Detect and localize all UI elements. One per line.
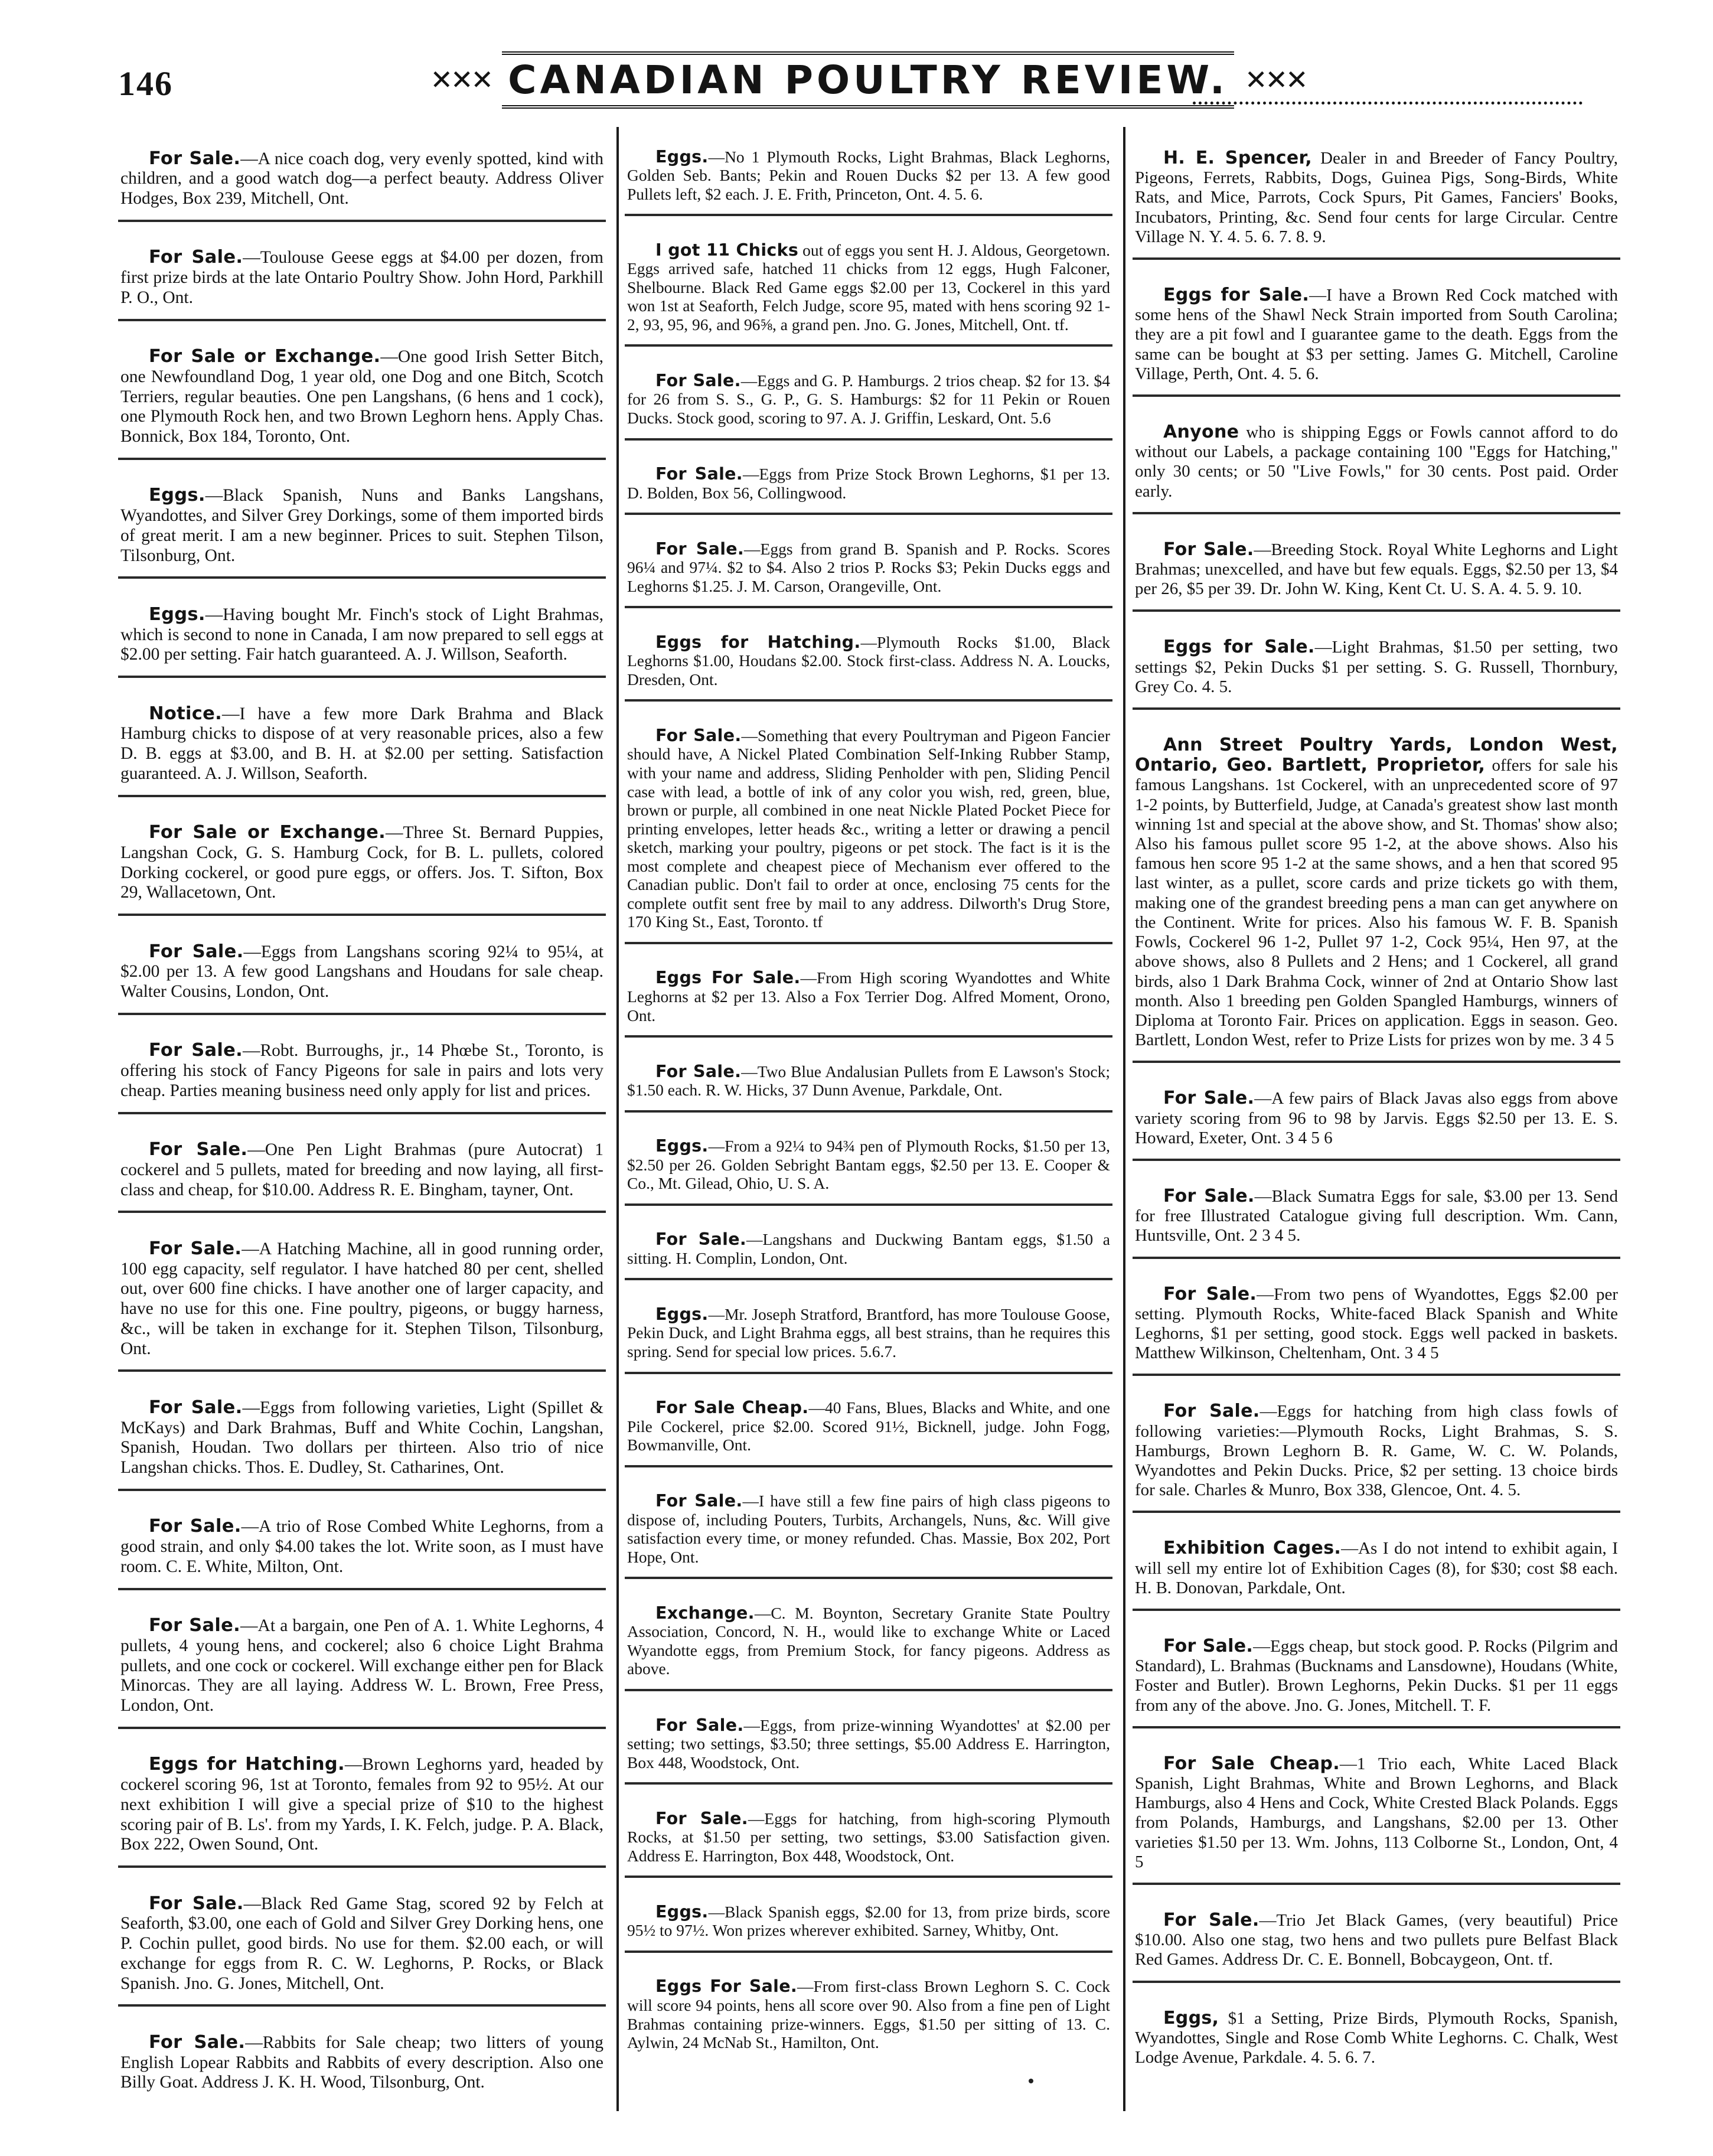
ad-heading: For Sale. (1163, 1910, 1260, 1930)
ad-body: $1 a Setting, Prize Birds, Plymouth Rocks, Spanish, Wyandottes, Single and Rose Comb White Leghorns. C. Chalk, West Lodge Avenue, Parkdale. 4. 5. 6. 7. (1135, 2008, 1618, 2067)
ad-heading: For Sale. (655, 539, 745, 559)
classified-ad (1133, 1746, 1620, 1885)
column-divider (1123, 127, 1125, 2111)
ad-heading: Eggs. (655, 146, 709, 167)
classified-ad (1133, 148, 1620, 260)
ad-heading: Eggs, (1163, 2007, 1219, 2028)
classified-ad (1133, 1530, 1620, 1611)
ad-heading: For Sale. (655, 1061, 742, 1081)
ad-body: —Toulouse Geese eggs at $4.00 per dozen, from first prize birds at the late Ontario Poultry Show. John Hord, Parkhill P. O., Ont. (120, 248, 604, 307)
ad-body: —C. M. Boynton, Secretary Granite State Poultry Association, Concord, N. H., would like to exchange White or Laced Wyandotte eggs, from Premium Stock, for fancy pigeons. Address as above. (627, 1603, 1110, 1678)
classified-ad (1133, 277, 1620, 397)
ad-body: —Black Spanish eggs, $2.00 for 13, from prize birds, score 95½ to 97½. Won prizes wherever exhibited. Sarney, Whitby, Ont. (627, 1902, 1110, 1940)
ad-heading: For Sale or Exchange. (149, 822, 386, 843)
classified-ad (118, 814, 606, 916)
classified-ad (625, 233, 1112, 347)
column-2 (625, 131, 1112, 2079)
classified-ad (625, 718, 1112, 944)
ad-heading: I got 11 Chicks (655, 240, 799, 260)
classified-ad (1133, 629, 1620, 710)
classified-ad (118, 934, 606, 1015)
ad-heading: Exchange. (655, 1603, 755, 1623)
classified-ad (118, 1508, 606, 1590)
ad-body: —A Hatching Machine, all in good running order, 100 egg capacity, self regulator. I have hatched 80 per cent, shelled out, over 600 fine chicks. I have another one of larger capacity, and have no use for this one. Fine poultry, pigeons, or buggy harness, &c., will be taken in exchange for it. Stephen Tilson, Tilsonburg, Ont. (120, 1239, 604, 1358)
classified-ad (625, 625, 1112, 702)
classified-ad (625, 1128, 1112, 1206)
classified-ad (118, 1746, 606, 1868)
ad-body: —Having bought Mr. Finch's stock of Light Brahmas, which is second to none in Canada, I am now prepared to sell eggs at $2.00 per setting. Fair hatch guaranteed. A. J. Willson, Seaforth. (120, 605, 603, 664)
ad-body: —Trio Jet Black Games, (very beautiful) Price $10.00. Also one stag, two hens and two pullets pure Belfast Black Red Games. Address Dr. C. E. Bonnell, Bobcaygeon, Ont. tf. (1135, 1911, 1618, 1969)
ad-body: who is shipping Eggs or Fowls cannot afford to do without our Labels, a package containing 100 "Eggs for Hatching," only 30 cents; or 50 "Live Fowls," for 30 cents. Post paid. Order early. (1135, 423, 1618, 501)
ad-heading: For Sale. (1163, 1283, 1257, 1304)
ad-body: —As I do not intend to exhibit again, I will sell my entire lot of Exhibition Cages (8), for $30; cost $8 each. H. B. Donovan, Parkdale, Ont. (1135, 1539, 1618, 1597)
ad-body: —A few pairs of Black Javas also eggs from above variety scoring from 96 to 98 by Jarvis. Eggs $2.50 per 13. E. S. Howard, Exeter, Ont. 3 4 5 6 (1135, 1089, 1618, 1147)
ad-heading: For Sale. (149, 1615, 241, 1636)
ad-heading: For Sale. (655, 1808, 748, 1828)
ad-body: —From High scoring Wyandottes and White Leghorns at $2 per 13. Also a Fox Terrier Dog. Alfred Moment, Orono, Ont. (627, 968, 1110, 1025)
ad-body: —I have a Brown Red Cock matched with some hens of the Shawl Neck Strain imported from South Carolina; they are a pit fowl and I guarantee game to the death. Eggs from the same can be bought at $3 per setting. James G. Mitchell, Caroline Village, Perth, Ont. 4. 5. 6. (1135, 286, 1618, 383)
classified-ad (1133, 1393, 1620, 1513)
ad-body: —Black Spanish, Nuns and Banks Langshans, Wyandottes, and Silver Grey Dorkings, some of them imported birds of great merit. I am a new beginner. Prices to suit. Stephen Tilson, Tilsonburg, Ont. (120, 486, 603, 565)
ad-heading: For Sale. (655, 464, 743, 484)
ad-heading: Eggs for Sale. (1163, 637, 1315, 658)
classified-ad (118, 1131, 606, 1213)
classified-ad (625, 1222, 1112, 1280)
classified-ad (1133, 1902, 1620, 1983)
classified-ad (118, 1231, 606, 1372)
ad-body: —Eggs for hatching from high class fowls of following varieties:—Plymouth Rocks, Light Brahmas, S. S. Hamburgs, Brown Leghorn B. R. Game, W. C. W. Polands, Wyandottes and Pekin Ducks. Price, $2 per setting. 13 choice birds for sale. Charles & Munro, Box 338, Glencoe, Ont. 4. 5. (1135, 1402, 1618, 1500)
classified-ad (625, 1297, 1112, 1374)
classified-ad (118, 1390, 606, 1491)
ad-body: —Eggs, from prize-winning Wyandottes' at $2.00 per setting; two settings, $3.50; three settings, $5.00 Address E. Harrington, Box 448, Woodstock, Ont. (627, 1715, 1110, 1772)
ad-body: —From first-class Brown Leghorn S. C. Cock will score 94 points, hens all score over 90. Also from a fine pen of Light Brahmas containing prize-winners. Eggs, $1.50 per sitting of 13. C. Aylwin, 24 McNab St., Hamilton, Ont. (627, 1977, 1110, 2052)
ad-body: —Rabbits for Sale cheap; two litters of young English Lopear Rabbits and Rabbits of every description. Also one Billy Goat. Address J. K. H. Wood, Tilsonburg, Ont. (120, 2033, 603, 2092)
classified-ad (1133, 2000, 1620, 2079)
classified-ad (625, 1708, 1112, 1785)
ad-body: —Something that every Poultryman and Pigeon Fancier should have, A Nickel Plated Combination Self-Inking Rubber Stamp, with your name and address, Sliding Penholder with pen, Sliding Pencil case with lead, a bottle of ink of any color you wish, red, green, blue, brown or purple, all combined in one neat Nickle Plated Pocket Piece for printing envelopes, letter heads &c., writing a letter or drawing a pencil sketch, marking your poultry, pigeons or pet stock. The fact is it is the most complete and cheapest piece of Mechanism ever offered to the Canadian public. Don't fail to order at once, enclosing 75 cents for the complete outfit sent free by mail to any address. Dilworth's Drug Store, 170 King St., East, Toronto. tf (627, 726, 1110, 931)
ad-body: —From two pens of Wyandottes, Eggs $2.00 per setting. Plymouth Rocks, White-faced Black Spanish and White Leghorns, $1 per setting, good stock. Eggs well packed in baskets. Matthew Wilkinson, Cheltenham, Ont. 3 4 5 (1135, 1284, 1618, 1363)
classified-ad (625, 531, 1112, 609)
classified-ad (625, 960, 1112, 1038)
ad-heading: For Sale. (149, 148, 241, 169)
column-3 (1133, 131, 1620, 2095)
classified-ad (1133, 414, 1620, 514)
ad-heading: H. E. Spencer, (1163, 148, 1312, 168)
column-1 (118, 131, 606, 2121)
ad-body: —A trio of Rose Combed White Leghorns, from a good strain, and only $4.00 takes the lot. Write soon, as I must have room. C. E. White, Milton, Ont. (120, 1517, 603, 1576)
ad-heading: For Sale. (149, 1040, 243, 1061)
ad-heading: Exhibition Cages. (1163, 1538, 1342, 1559)
ad-body: —I have still a few fine pairs of high class pigeons to dispose of, including Pouters, Turbits, Archangels, Nuns, &c. Will give satisfaction every time, or money refunded. Chas. Massie, Box 202, Port Hope, Ont. (627, 1492, 1110, 1566)
ad-heading: For Sale. (655, 1491, 743, 1511)
classified-ad (1133, 727, 1620, 1063)
classified-ad (625, 1483, 1112, 1579)
classified-ad (1133, 1178, 1620, 1259)
ad-body: —Langshans and Duckwing Bantam eggs, $1.50 a sitting. H. Complin, London, Ont. (627, 1230, 1110, 1267)
ad-body: —From a 92¼ to 94¾ pen of Plymouth Rocks, $1.50 per 13, $2.50 per 26. Golden Sebright Bantam eggs, $2.50 per 13. E. Cooper & Co., Mt. Gilead, Ohio, U. S. A. (627, 1137, 1110, 1193)
ad-heading: For Sale or Exchange. (149, 346, 381, 367)
ad-body: —40 Fans, Blues, Blacks and White, and one Pile Cockerel, price $2.00. Scored 91½, Bicknell, judge. John Fogg, Bowmanville, Ont. (627, 1398, 1110, 1454)
ad-heading: For Sale. (1163, 539, 1254, 560)
classified-ad (1133, 1080, 1620, 1161)
page-number: 146 (118, 64, 173, 103)
ad-body: —1 Trio each, White Laced Black Spanish, Light Brahmas, White and Brown Leghorns, and Black Hamburgs, also 4 Hens and Cock, White Crested Black Polands. Eggs from Polands, Hamburgs, and Langshans, $2.00 per 13. Other varieties $1.50 per 13. Wm. Johns, 113 Colborne St., London, Ont, 4 5 (1135, 1754, 1618, 1871)
ad-heading: For Sale. (655, 725, 742, 745)
classified-ad (625, 1894, 1112, 1953)
ad-body: Dealer in and Breeder of Fancy Poultry, Pigeons, Ferrets, Rabbits, Dogs, Guinea Pigs, Song-Birds, White Rats, and Mice, Parrots, Cock Spurs, Pit Games, Fanciers' Books, Incubators, Printing, &c. Send four cents for large Circular. Centre Village N. Y. 4. 5. 6. 7. 8. 9. (1135, 149, 1618, 246)
ad-body: —Eggs from Prize Stock Brown Leghorns, $1 per 13. D. Bolden, Box 56, Collingwood. (627, 465, 1110, 502)
ad-body: —I have a few more Dark Brahma and Black Hamburg chicks to dispose of at very reasonable prices, also a few D. B. eggs at $3.00, and B. H. at $2.00 per setting. Satisfaction guaranteed. A. J. Willson, Seaforth. (120, 704, 603, 783)
ad-body: —Eggs from grand B. Spanish and P. Rocks. Scores 96¼ and 97¼. $2 to $4. Also 2 trios P. Rocks $3; Pekin Ducks eggs and Leghorns $1.25. J. M. Carson, Orangeville, Ont. (627, 539, 1110, 595)
classified-ad (118, 477, 606, 579)
ad-heading: For Sale. (149, 2031, 246, 2053)
ad-heading: For Sale Cheap. (655, 1398, 809, 1418)
ad-heading: Eggs. (655, 1304, 709, 1324)
classified-ad (625, 1390, 1112, 1467)
ad-body: —Brown Leghorns yard, headed by cockerel scoring 96, 1st at Toronto, females from 92 to 95½. At our next exhibition I will give a special prize of $10 to the highest scoring pair of B. Ls'. from my Yards, I. K. Felch, judge. P. A. Black, Box 222, Owen Sound, Ont. (120, 1755, 604, 1854)
ad-body: —Plymouth Rocks $1.00, Black Leghorns $1.00, Houdans $2.00. Stock first-class. Address N. A. Loucks, Dresden, Ont. (627, 632, 1110, 689)
ad-heading: For Sale. (149, 1238, 242, 1259)
ad-body: —Robt. Burroughs, jr., 14 Phœbe St., Toronto, is offering his stock of Fancy Pigeons for sale in pairs and lots very cheap. Parties meaning business need only apply for list and prices. (120, 1041, 603, 1100)
ad-heading: For Sale. (655, 1715, 744, 1735)
ad-heading: For Sale. (149, 1139, 248, 1160)
ad-heading: For Sale. (1163, 1401, 1260, 1422)
ad-body: —Light Brahmas, $1.50 per setting, two settings $2, Pekin Ducks $1 per setting. S. G. Russell, Thornbury, Grey Co. 4. 5. (1135, 638, 1618, 696)
ad-heading: Eggs. (655, 1901, 709, 1922)
ad-heading: Anyone (1163, 422, 1239, 443)
ad-body: offers for sale his famous Langshans. 1st Cockerel, with an unprecedented score of 97 1-2 points, by Butterfield, Judge, at Canada's greatest show last month winning 1st and special at the above show, and St. Thomas' show also; Also his famous pullet score 95 1-2, at the above shows. Also his famous hen score 95 1-2 at the same shows, and a hen that scored 95 last winter, as a pullet, score cards and prize tickets go with them, making one of the grandest breeding pens a man can get anywhere on the Continent. Write for prices. Also his famous W. F. B. Spanish Fowls, Cockerel 96 1-2, Pullet 97 1-2, Cock 95¼, Hen 97, at the above shows, also 8 Pullets and 2 Hens; and 1 Cockerel, all grand birds, also 1 Dark Brahma Cock, winner of 2nd at Ontario Show last month. Also 1 breeding pen Golden Spangled Hamburgs, winners of Diploma at Toronto Fair. Prices on application. Eggs in season. Geo. Bartlett, London West, refer to Prize Lists for prizes won by me. 3 4 5 (1135, 756, 1618, 1050)
classified-ad (1133, 1276, 1620, 1377)
ad-body: —No 1 Plymouth Rocks, Light Brahmas, Black Leghorns, Golden Seb. Bants; Pekin and Rouen Ducks $2 per 13. A few good Pullets left, $2 each. J. E. Frith, Princeton, Ont. 4. 5. 6. (627, 147, 1110, 203)
classified-ad (625, 1596, 1112, 1691)
classified-ad (118, 1032, 606, 1114)
ad-heading: Ann Street Poultry Yards, London West, Ontario, Geo. Bartlett, Proprietor, (1135, 735, 1618, 776)
classified-ad (625, 1054, 1112, 1113)
ad-heading: For Sale. (149, 941, 244, 962)
classified-ad (625, 363, 1112, 441)
ad-body: —Breeding Stock. Royal White Leghorns and Light Brahmas; unexcelled, and have but few equals. Eggs, $2.50 per 13, $4 per 26, $5 per 39. Dr. John W. King, Kent Ct. U. S. A. 4. 5. 9. 10. (1135, 540, 1618, 599)
ad-heading: Eggs. (149, 604, 205, 625)
ad-body: —Black Red Game Stag, scored 92 by Felch at Seaforth, $3.00, one each of Gold and Silver Grey Dorking hens, one P. Cochin pullet, good birds. No use for them. $2.00 each, or will exchange for eggs from R. C. W. Leghorns, P. Rocks, or Black Spanish. Jno. G. Jones, Mitchell, Ont. (120, 1894, 603, 1993)
ad-heading: Eggs For Sale. (655, 968, 801, 988)
ad-heading: Notice. (149, 703, 222, 724)
ornament-right-icon: ✕✕✕ (1244, 65, 1306, 95)
classified-ad (118, 338, 606, 460)
ad-body: —Eggs for hatching, from high-scoring Plymouth Rocks, at $1.50 per setting, two settings, $3.00 Satisfaction given. Address E. Harrington, Box 448, Woodstock, Ont. (627, 1809, 1110, 1865)
ad-heading: For Sale. (1163, 1088, 1255, 1109)
ad-body: out of eggs you sent H. J. Aldous, Georgetown. Eggs arrived safe, hatched 11 chicks from 12 eggs, Hugh Falconer, Shelbourne. Black Red Game eggs $2.00 per 13, Cockerel in this yard won 1st at Seaforth, Felch Judge, score 95, mated with hens scoring 92 1-2, 93, 95, 96, and 96⅝, a grand pen. Jno. G. Jones, Mitchell, Ont. tf. (627, 240, 1111, 334)
ad-heading: Eggs For Sale. (655, 1976, 797, 1997)
ad-heading: Eggs for Sale. (1163, 285, 1310, 306)
ad-body: —Eggs and G. P. Hamburgs. 2 trios cheap. $2 for 13. $4 for 26 from S. S., G. P., G. S. Hamburgs: $2 for 11 Pekin or Rouen Ducks. Stock good, scoring to 97. A. J. Griffin, Leskard, Ont. 5.6 (627, 371, 1110, 427)
masthead-title: CANADIAN POULTRY REVIEW. (502, 51, 1234, 109)
ad-body: —Eggs cheap, but stock good. P. Rocks (Pilgrim and Standard), L. Brahmas (Bucknams and Lansdowne), Houdans (White, Foster and Butler). Brown Leghorns, Pekin Ducks. $1 per 11 eggs from any of the above. Jno. G. Jones, Mitchell. T. F. (1135, 1636, 1618, 1715)
ad-heading: Eggs. (655, 1136, 709, 1156)
ad-body: —Black Sumatra Eggs for sale, $3.00 per 13. Send for free Illustrated Catalogue giving full description. Wm. Cann, Huntsville, Ont. 2 3 4 5. (1135, 1186, 1618, 1245)
classified-ad (118, 1607, 606, 1729)
column-divider (616, 127, 619, 2111)
ad-heading: For Sale. (655, 1229, 746, 1250)
ad-body: —At a bargain, one Pen of A. 1. White Leghorns, 4 pullets, 4 young hens, and cockerel; also 6 choice Light Brahma pullets, and one cock or cockerel. Will exchange either pen for Black Minorcas. They are all laying. Address W. L. Brown, Free Press, London, Ont. (120, 1616, 604, 1715)
ad-body: —A nice coach dog, very evenly spotted, kind with children, and a good watch dog—a perfect beauty. Address Oliver Hodges, Box 239, Mitchell, Ont. (120, 149, 603, 208)
classified-ad (625, 1801, 1112, 1878)
classified-ad (625, 148, 1112, 217)
ad-body: —Mr. Joseph Stratford, Brantford, has more Toulouse Goose, Pekin Duck, and Light Brahma eggs, all best strains, than he requires this spring. Send for special low prices. 5.6.7. (627, 1304, 1110, 1361)
ornament-left-icon: ✕✕✕ (430, 65, 492, 95)
masthead-rule (1193, 102, 1583, 105)
ad-heading: For Sale. (149, 1397, 243, 1418)
ad-heading: For Sale. (149, 1516, 242, 1537)
classified-ad (1133, 531, 1620, 612)
ad-heading: For Sale. (655, 370, 741, 390)
classified-ad (118, 239, 606, 321)
classified-ad (118, 1886, 606, 2007)
ad-heading: For Sale Cheap. (1163, 1753, 1340, 1774)
ad-body: —Two Blue Andalusian Pullets from E Lawson's Stock; $1.50 each. R. W. Hicks, 37 Dunn Avenue, Parkdale, Ont. (627, 1062, 1110, 1100)
ad-heading: For Sale. (1163, 1635, 1254, 1656)
decorative-dot-icon (1029, 2079, 1033, 2083)
ad-body: —One good Irish Setter Bitch, one Newfoundland Dog, 1 year old, one Dog and one Bitch, Scotch Terriers, regular beauties. One pen Langshans, (6 hens and 1 cock), one Plymouth Rock hen, and two Brown Leghorn hens. Apply Chas. Bonnick, Box 184, Toronto, Ont. (120, 347, 603, 446)
ad-body: —One Pen Light Brahmas (pure Autocrat) 1 cockerel and 5 pullets, mated for breeding and now laying, all first-class and cheap, for $10.00. Address R. E. Bingham, tayner, Ont. (120, 1140, 603, 1199)
classified-ad (118, 696, 606, 797)
ad-heading: For Sale. (149, 1893, 244, 1914)
classified-ad (625, 456, 1112, 515)
ad-body: —Eggs from Langshans scoring 92¼ to 95¼, at $2.00 per 13. A few good Langshans and Houdans for sale cheap. Walter Cousins, London, Ont. (120, 942, 603, 1001)
classified-ad (1133, 1628, 1620, 1728)
classified-ad (118, 596, 606, 678)
ad-heading: Eggs for Hatching. (655, 632, 861, 652)
ad-body: —Three St. Bernard Puppies, Langshan Cock, G. S. Hamburg Cock, for B. L. pullets, colored Dorking cockerel, or good pure eggs, or offers. Jos. T. Sifton, Box 29, Wallacetown, Ont. (120, 823, 603, 902)
masthead (430, 41, 1306, 118)
classified-ad (625, 1969, 1112, 2062)
ad-heading: For Sale. (1163, 1185, 1255, 1206)
ad-heading: Eggs. (149, 485, 205, 506)
classified-ad (118, 149, 606, 222)
ad-body: —Eggs from following varieties, Light (Spillet & McKays) and Dark Brahmas, Buff and White Cochin, Langshan, Spanish, Houdan. Two dollars per thirteen. Also trio of nice Langshan chicks. Thos. E. Dudley, St. Catharines, Ont. (120, 1398, 604, 1477)
classified-ad (118, 2024, 606, 2103)
ad-heading: Eggs for Hatching. (149, 1754, 345, 1775)
ad-heading: For Sale. (149, 247, 243, 268)
